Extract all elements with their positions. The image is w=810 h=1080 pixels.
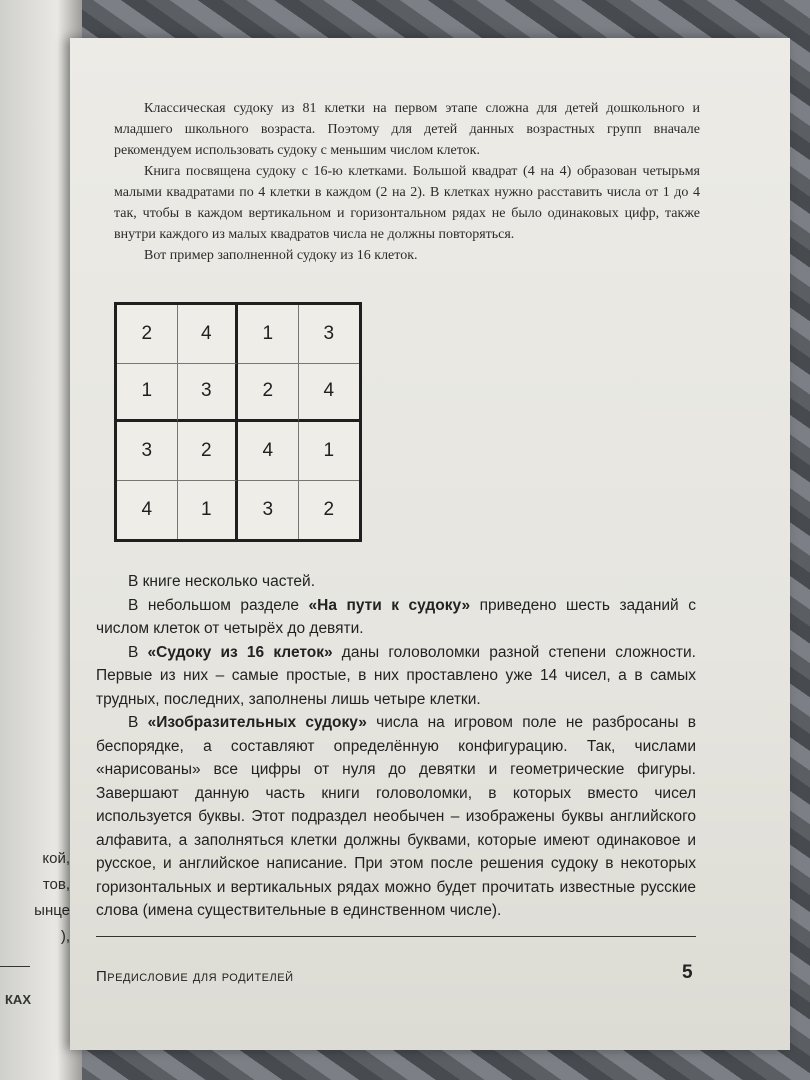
text-run: даны головоломки разной степени сложности. Первые из них – самые простые, в них проставлено уже 14 чисел, а в самых трудных, последних, заполнены лишь четыре клетки.	[96, 643, 696, 708]
parts-paragraph	[96, 711, 696, 923]
sudoku-cell: 1	[117, 364, 178, 423]
left-page-text-fragment: ынце	[34, 902, 70, 919]
left-page-text-fragment: ),	[60, 928, 70, 945]
sudoku-cell: 1	[299, 422, 360, 481]
intro-paragraph: Вот пример заполненной судоку из 16 клеток.	[144, 248, 418, 263]
sudoku-cell: 2	[178, 422, 239, 481]
footer-rule	[96, 936, 696, 937]
left-page-footer-fragment: КАХ	[5, 992, 31, 1007]
sudoku-example-grid	[114, 302, 362, 542]
left-page-text-fragment: тов,	[42, 876, 70, 893]
page-number: 5	[682, 962, 693, 983]
sudoku-cell: 1	[178, 481, 239, 540]
sudoku-cell: 4	[117, 481, 178, 540]
text-run: В небольшом разделе	[128, 596, 309, 614]
book-page	[70, 38, 790, 1050]
sudoku-cell: 2	[117, 305, 178, 364]
section-title-16-cells: «Судоку из 16 клеток»	[147, 643, 333, 661]
running-footer-title: Предисловие для родителей	[96, 968, 294, 985]
sudoku-cell: 3	[117, 422, 178, 481]
parts-paragraph: В книге несколько частей.	[128, 573, 316, 590]
text-run: числа на игровом поле не разбросаны в беспорядке, а составляют определённую конфигурацию. Так, числами «нарисованы» все цифры от нуля до девятки и геометрические фигуры. Завершают данную часть книги головоломки, в которых вместо чисел используется буквы. Этот подраздел необычен – изображены буквы английского алфавита, а заполняться клетки должны буквами, которые имеют одинаковое и русское, и английское написание. При этом после решения судоку в некоторых горизонтальных и вертикальных рядах можно будет прочитать известные русские слова (имена существительные в единственном числе).	[96, 714, 696, 919]
sudoku-cell: 4	[178, 305, 239, 364]
intro-paragraph: Классическая судоку из 81 клетки на первом этапе сложна для детей дошкольного и младшего школьного возраста. Поэтому для детей данных возрастных групп вначале рекомендуем использовать судоку с меньшим числом клеток.	[114, 101, 700, 158]
sudoku-cell: 3	[178, 364, 239, 423]
section-title-pictorial: «Изобразительных судоку»	[147, 714, 367, 731]
intro-paragraph: Книга посвящена судоку с 16-ю клетками. Большой квадрат (4 на 4) образован четырьмя малыми квадратами по 4 клетки в каждом (2 на 2). В клетках нужно расставить числа от 1 до 4 так, чтобы в каждом вертикальном и горизонтальном рядах не было одинаковых цифр, также внутри каждого из малых квадратов числа не должны повторяться.	[114, 164, 700, 242]
sudoku-cell: 2	[238, 364, 299, 423]
section-title-on-the-way: «На пути к судоку»	[308, 596, 471, 614]
sudoku-cell: 3	[299, 305, 360, 364]
sudoku-cell: 2	[323, 498, 335, 520]
parts-text	[96, 570, 696, 923]
text-run: В	[128, 714, 148, 731]
text-run: В	[128, 643, 148, 661]
left-page-text-fragment: кой,	[42, 850, 70, 867]
left-page-rule	[0, 966, 30, 967]
sudoku-cell: 4	[238, 422, 299, 481]
parts-paragraph	[96, 594, 696, 641]
sudoku-cell: 4	[299, 364, 360, 423]
sudoku-cell: 3	[238, 481, 299, 540]
text-run: приведено шесть заданий с числом клеток от четырёх до девяти.	[96, 596, 696, 637]
intro-text	[114, 98, 700, 266]
sudoku-cell: 1	[238, 305, 299, 364]
parts-paragraph	[96, 641, 696, 712]
